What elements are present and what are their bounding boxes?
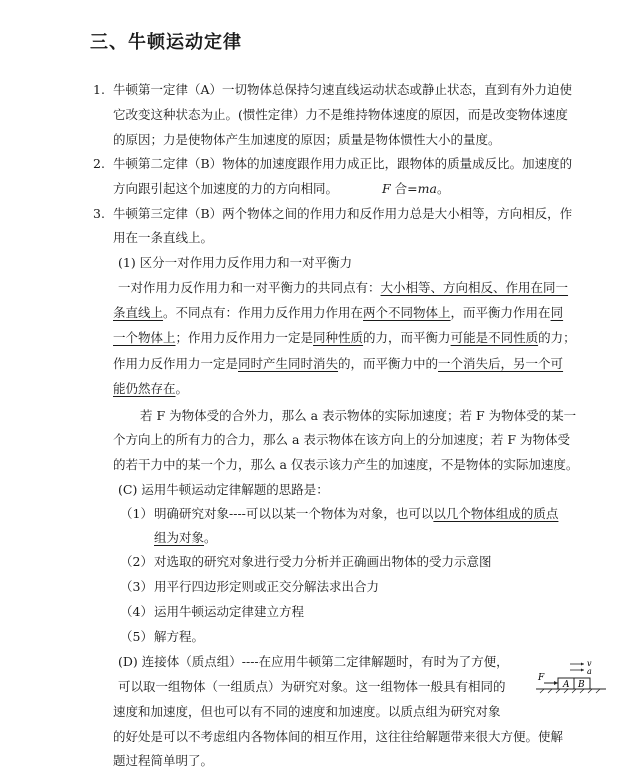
secC-item-underlined: 组为对象 bbox=[154, 530, 205, 545]
secC-item-4: 运用牛顿运动定律建立方程 bbox=[154, 604, 305, 619]
secC-item-text: 明确研究对象----可以以某一个物体为对象，也可以 bbox=[154, 506, 434, 521]
acceleration-arrowhead bbox=[581, 669, 584, 672]
force-arrowhead bbox=[554, 681, 558, 685]
secC-item-3: 用平行四边形定则或正交分解法求出合力 bbox=[154, 579, 380, 594]
secC-item-3-num: （3） bbox=[120, 579, 153, 594]
law1-line-3: 的原因；力是使物体产生加速度的原因；质量是物体惯性大小的量度。 bbox=[113, 132, 501, 147]
secC-item-1-num: （1） bbox=[120, 506, 153, 521]
formula-sum: 合= bbox=[390, 181, 418, 196]
sec1-text: 的力，而平衡力 bbox=[363, 330, 451, 345]
secC-item-1 bbox=[154, 505, 558, 522]
force-label: F bbox=[538, 673, 545, 683]
secC-heading: (C) 运用牛顿运动定律解题的思路是： bbox=[118, 482, 329, 497]
sec1-text: 。 bbox=[175, 381, 189, 396]
velocity-label: v bbox=[587, 659, 592, 668]
law2-line-2-text: 方向跟引起这个加速度的力的方向相同。 bbox=[113, 181, 339, 196]
law3-number: 3. bbox=[93, 206, 105, 221]
connected-body-figure bbox=[536, 658, 606, 694]
sec1-line-3 bbox=[113, 329, 576, 346]
sec1-text: 。不同点有：作用力反作用力作用在 bbox=[163, 305, 364, 320]
secD-heading: (D) 连接体（质点组）----在应用牛顿第二定律解题时，有时为了方便， bbox=[118, 654, 509, 669]
secC-item-4-num: （4） bbox=[120, 604, 153, 619]
secC-item-2: 对选取的研究对象进行受力分析并正确画出物体的受力示意图 bbox=[154, 554, 492, 569]
secC-item-text: 。 bbox=[204, 530, 217, 545]
sec1-underlined: 条直线上 bbox=[113, 305, 164, 320]
law1-line-1: 牛顿第一定律（A）一切物体总保持匀速直线运动状态或静止状态，直到有外力迫使 bbox=[113, 82, 573, 97]
sec1-text: 的力； bbox=[538, 330, 576, 345]
law1-number: 1. bbox=[93, 82, 105, 97]
sec1-underlined: 可能是不同性质 bbox=[450, 330, 539, 345]
block-b-label: B bbox=[578, 680, 585, 690]
formula-ma: ma bbox=[417, 181, 437, 196]
para-f-line-2: 个方向上的所有力的合力，那么 a 表示物体在该方向上的分加速度；若 F 为物体受 bbox=[113, 432, 571, 447]
law1-line-2: 它改变这种状态为止。(惯性定律）力不是维持物体速度的原因，而是改变物体速度 bbox=[113, 107, 568, 122]
sec1-underlined: 两个不同物体上 bbox=[363, 305, 451, 320]
block-a-label: A bbox=[563, 680, 570, 690]
secC-item-5: 解方程。 bbox=[154, 629, 205, 644]
formula-f: F bbox=[381, 181, 391, 196]
law3-line-1: 牛顿第三定律（B）两个物体之间的作用力和反作用力总是大小相等，方向相反，作 bbox=[113, 206, 573, 221]
para-f-line-3: 的若干力中的某一个力，那么 a 仅表示该力产生的加速度，不是物体的实际加速度。 bbox=[113, 457, 579, 472]
sec1-text: ；作用力反作用力一定是 bbox=[175, 330, 314, 345]
sec1-text: 的，而平衡力中的 bbox=[338, 356, 439, 371]
sec1-underlined: 一个消失后，另一个可 bbox=[438, 356, 564, 371]
sec1-line-5 bbox=[113, 380, 188, 397]
law2-line-2 bbox=[113, 180, 449, 197]
ground-hatching bbox=[540, 689, 600, 693]
secC-item-2-num: （2） bbox=[120, 554, 153, 569]
sec1-underlined: 同种性质 bbox=[313, 330, 364, 345]
sec1-underlined: 同时产生同时消失 bbox=[238, 356, 339, 371]
secD-line-3: 速度和加速度，但也可以有不同的速度和加速度。以质点组为研究对象 bbox=[113, 704, 501, 719]
sec1-text: 作用力反作用力一定是 bbox=[113, 356, 239, 371]
formula-end: 。 bbox=[436, 181, 450, 196]
velocity-arrowhead bbox=[581, 663, 584, 666]
law2-line-1: 牛顿第二定律（B）物体的加速度跟作用力成正比，跟物体的质量成反比。加速度的 bbox=[113, 156, 573, 171]
para-f-line-1: 若 F 为物体受的合外力，那么 a 表示物体的实际加速度；若 F 为物体受的某一 bbox=[140, 408, 577, 423]
section-title: 三、牛顿运动定律 bbox=[90, 32, 242, 53]
sec1-text: 一对作用力反作用力和一对平衡力的共同点有： bbox=[118, 280, 381, 295]
sec1-heading: (1) 区分一对作用力反作用力和一对平衡力 bbox=[118, 255, 353, 270]
secD-line-5: 题过程简单明了。 bbox=[113, 753, 214, 768]
sec1-line-1 bbox=[118, 279, 568, 296]
sec1-underlined: 同 bbox=[550, 305, 564, 320]
law2-number: 2. bbox=[93, 156, 105, 171]
sec1-underlined: 大小相等、方向相反、作用在同一 bbox=[380, 280, 569, 295]
sec1-text: ，而平衡力作用在 bbox=[450, 305, 551, 320]
secC-item-5-num: （5） bbox=[120, 629, 153, 644]
sec1-line-2 bbox=[113, 304, 563, 321]
sec1-underlined: 能仍然存在 bbox=[113, 381, 176, 396]
secC-item-1-cont bbox=[154, 529, 217, 546]
acceleration-label: a bbox=[587, 667, 592, 676]
secD-line-4: 的好处是可以不考虑组内各物体间的相互作用，这往往给解题带来很大方便。使解 bbox=[113, 729, 564, 744]
secC-item-underlined: 以几个物体组成的质点 bbox=[433, 506, 559, 521]
sec1-underlined: 一个物体上 bbox=[113, 330, 176, 345]
secD-line-2: 可以取一组物体（一组质点）为研究对象。这一组物体一般具有相同的 bbox=[118, 679, 506, 694]
sec1-line-4 bbox=[113, 355, 563, 372]
law3-line-2: 用在一条直线上。 bbox=[113, 230, 214, 245]
